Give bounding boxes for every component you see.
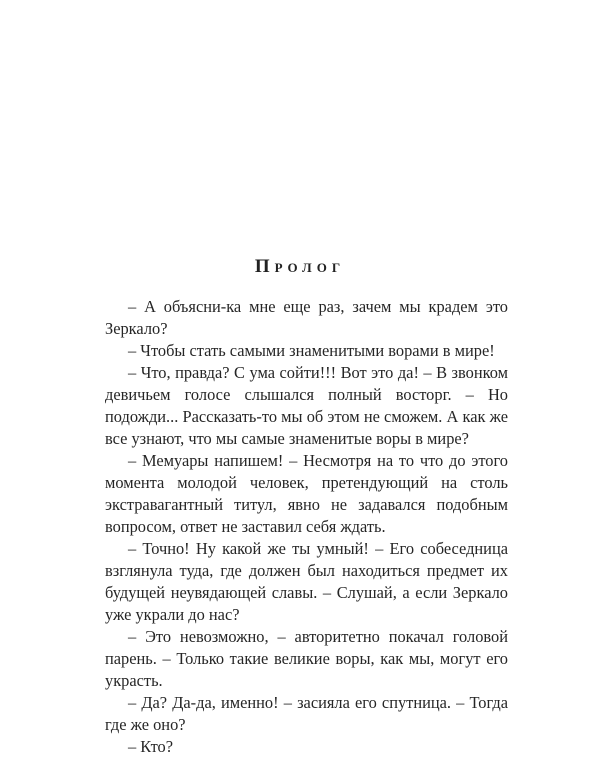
paragraph: – Да? Да-да, именно! – засияла его спутница. – Тогда где же оно? xyxy=(105,693,508,734)
paragraph: – Кто? xyxy=(128,737,174,756)
prose-body xyxy=(105,296,508,758)
paragraph: – Чтобы стать самыми знаменитыми ворами в мире! xyxy=(128,341,495,360)
chapter-title: Пролог xyxy=(254,256,346,277)
paragraph: – А объясни-ка мне еще раз, зачем мы крадем это Зеркало? xyxy=(105,297,508,338)
paragraph: – Это невозможно, – авторитетно покачал головой парень. – Только такие великие воры, как мы, могут его украсть. xyxy=(105,627,508,690)
paragraph: – Точно! Ну какой же ты умный! – Его собеседница взглянула туда, где должен был находиться предмет их будущей неувядающей славы. – Слушай, а если Зеркало уже украли до нас? xyxy=(105,539,508,624)
paragraph: – Что, правда? С ума сойти!!! Вот это да! – В звонком девичьем голосе слышался полный восторг. – Но подожди... Рассказать-то мы об этом не сможем. А как же все узнают, что мы самые знаменитые воры в мире? xyxy=(105,363,508,448)
paragraph: – Мемуары напишем! – Несмотря на то что до этого момента молодой человек, претендующий на столь экстравагантный титул, явно не задавался подобным вопросом, ответ не заставил себя ждать. xyxy=(105,451,508,536)
